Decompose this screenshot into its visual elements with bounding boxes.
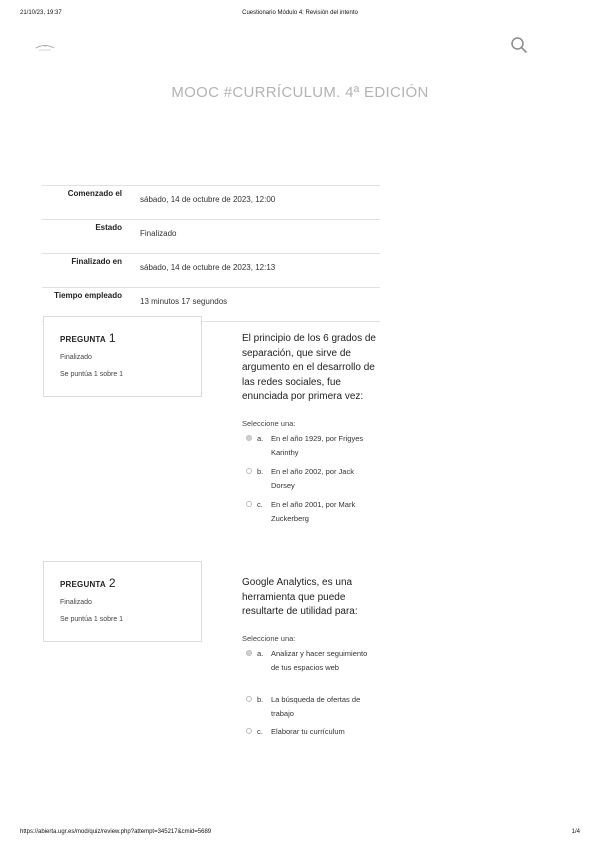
question-2-heading: [60, 576, 185, 590]
option-letter: c.: [257, 500, 263, 509]
question-2-prompt: Seleccione una:: [242, 634, 296, 643]
finished-label: Finalizado en: [42, 254, 122, 288]
option-letter: a.: [257, 649, 264, 658]
question-2-info-card: [43, 561, 202, 642]
summary-row-started: [42, 186, 380, 220]
question-1-label: PREGUNTA: [60, 335, 106, 344]
question-2-text: Google Analytics, es una herramienta que puede resultarte de utilidad para:: [242, 577, 358, 617]
time-label: Tiempo empleado: [42, 288, 122, 322]
question-1-heading: [60, 331, 185, 345]
summary-row-finished: [42, 254, 380, 288]
print-page-number: 1/4: [571, 829, 580, 835]
question-1-option-a[interactable]: [246, 432, 376, 460]
question-2-status: Finalizado: [60, 599, 92, 606]
state-label: Estado: [42, 220, 122, 254]
option-letter: b.: [257, 467, 264, 476]
question-1-prompt: Seleccione una:: [242, 419, 296, 428]
started-value: sábado, 14 de octubre de 2023, 12:00: [122, 186, 380, 220]
search-icon[interactable]: [510, 36, 528, 54]
question-1-status: Finalizado: [60, 354, 92, 361]
option-text: Analizar y hacer seguimiento de tus espacios web: [271, 649, 368, 672]
question-1-text: El principio de los 6 grados de separación, que sirve de argumento en el desarrollo de las redes sociales, fue enunciada por primera vez:: [242, 333, 376, 402]
started-label: Comenzado el: [42, 186, 122, 220]
option-text: En el año 1929, por Frigyes Karinthy: [271, 434, 364, 457]
radio-checked-icon[interactable]: [246, 435, 252, 441]
option-letter: a.: [257, 434, 264, 443]
summary-row-state: [42, 220, 380, 254]
question-2-label: PREGUNTA: [60, 580, 106, 589]
question-2-option-b[interactable]: [246, 693, 376, 721]
state-value: Finalizado: [122, 220, 380, 254]
question-1-info-card: [43, 316, 202, 397]
radio-unchecked-icon[interactable]: [246, 696, 252, 702]
question-1-option-c[interactable]: [246, 498, 376, 526]
question-1-score: Se puntúa 1 sobre 1: [60, 371, 124, 378]
print-url[interactable]: https://abierta.ugr.es/mod/quiz/review.php?attempt=345217&cmid=5689: [20, 829, 212, 835]
option-text: En el año 2002, por Jack Dorsey: [271, 467, 354, 490]
question-2-score: Se puntúa 1 sobre 1: [60, 616, 124, 623]
print-date: 21/10/23, 19:37: [20, 10, 62, 16]
time-value: 13 minutos 17 segundos: [122, 288, 380, 322]
site-logo-icon[interactable]: [34, 40, 56, 52]
radio-unchecked-icon[interactable]: [246, 468, 252, 474]
question-2-number: 2: [108, 576, 116, 590]
option-text: La búsqueda de ofertas de trabajo: [271, 695, 361, 718]
option-text: En el año 2001, por Mark Zuckerberg: [271, 500, 356, 523]
question-2-option-c[interactable]: [246, 725, 376, 739]
course-title: MOOC #CURRÍCULUM. 4ª EDICIÓN: [171, 84, 429, 101]
radio-unchecked-icon[interactable]: [246, 728, 252, 734]
question-1-number: 1: [108, 331, 116, 345]
question-1-option-b[interactable]: [246, 465, 376, 493]
option-text: Elaborar tu currículum: [271, 727, 345, 736]
option-letter: c.: [257, 727, 263, 736]
print-title: Cuestionario Módulo 4: Revisión del intento: [242, 10, 358, 16]
finished-value: sábado, 14 de octubre de 2023, 12:13: [122, 254, 380, 288]
radio-checked-icon[interactable]: [246, 650, 252, 656]
radio-unchecked-icon[interactable]: [246, 501, 252, 507]
question-2-option-a[interactable]: [246, 647, 371, 675]
option-letter: b.: [257, 695, 264, 704]
